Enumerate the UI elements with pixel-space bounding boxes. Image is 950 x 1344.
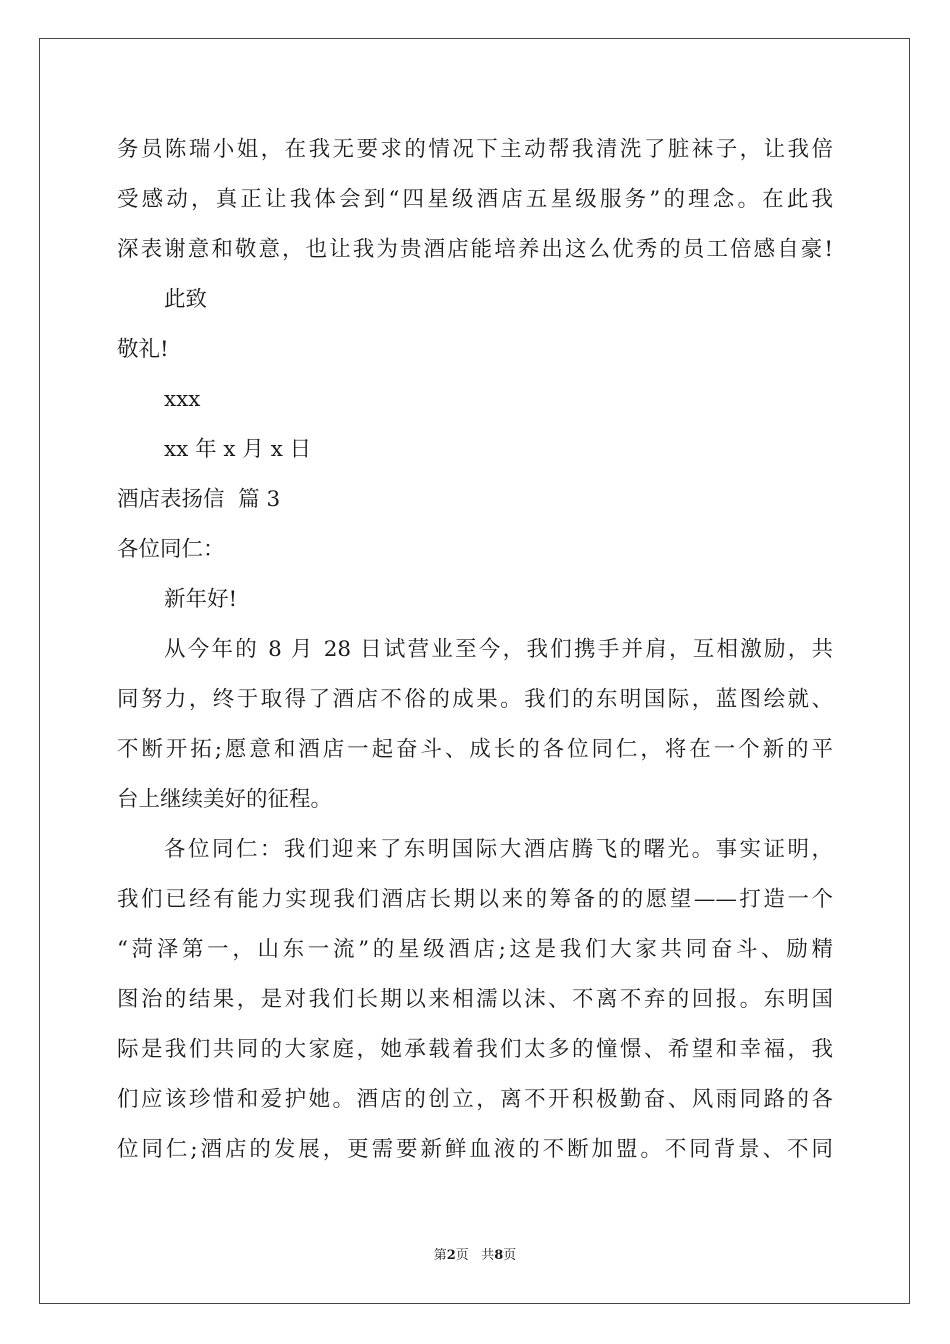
signature-name: xxx [164,387,201,412]
body-line: 位同仁;酒店的发展，更需要新鲜血液的不断加盟。不同背景、不同 [117,1137,833,1162]
body-line: 务员陈瑞小姐，在我无要求的情况下主动帮我清洗了脏袜子，让我倍 [117,137,833,162]
body-line: 不断开拓;愿意和酒店一起奋斗、成长的各位同仁，将在一个新的平 [117,737,833,762]
body-line: 图治的结果，是对我们长期以来相濡以沫、不离不弃的回报。东明国 [117,987,833,1012]
body-line: 从今年的 8 月 28 日试营业至今，我们携手并肩，互相激励，共 [164,637,833,662]
total-prefix: 共 [481,1248,495,1263]
page-number: 2 [446,1248,456,1263]
page-border [39,38,910,1304]
closing-salutation: 此致 [164,287,208,312]
body-line: “菏泽第一，山东一流”的星级酒店;这是我们大家共同奋斗、励精 [117,937,833,962]
body-line: 际是我们共同的大家庭，她承载着我们太多的憧憬、希望和幸福，我 [117,1037,833,1062]
section-heading: 酒店表扬信 篇 3 [117,487,281,512]
body-line: 我们已经有能力实现我们酒店长期以来的筹备的的愿望——打造一个 [117,887,833,912]
closing-regards: 敬礼! [117,337,169,362]
page-footer [0,1249,950,1262]
body-line: 受感动，真正让我体会到“四星级酒店五星级服务”的理念。在此我 [117,187,833,212]
page-suffix: 页 [455,1248,469,1263]
signature-date: xx 年 x 月 x 日 [164,437,312,462]
body-line: 深表谢意和敬意，也让我为贵酒店能培养出这么优秀的员工倍感自豪! [117,237,833,262]
page-prefix: 第 [433,1248,447,1263]
body-line: 同努力，终于取得了酒店不俗的成果。我们的东明国际，蓝图绘就、 [117,687,833,712]
letter-greeting: 各位同仁： [117,537,225,562]
body-line: 台上继续美好的征程。 [117,787,333,812]
total-suffix: 页 [503,1248,517,1263]
body-line: 各位同仁：我们迎来了东明国际大酒店腾飞的曙光。事实证明， [164,837,833,862]
greeting-line: 新年好! [164,587,238,612]
body-line: 们应该珍惜和爱护她。酒店的创立，离不开积极勤奋、风雨同路的各 [117,1087,833,1112]
total-pages: 8 [494,1248,504,1263]
